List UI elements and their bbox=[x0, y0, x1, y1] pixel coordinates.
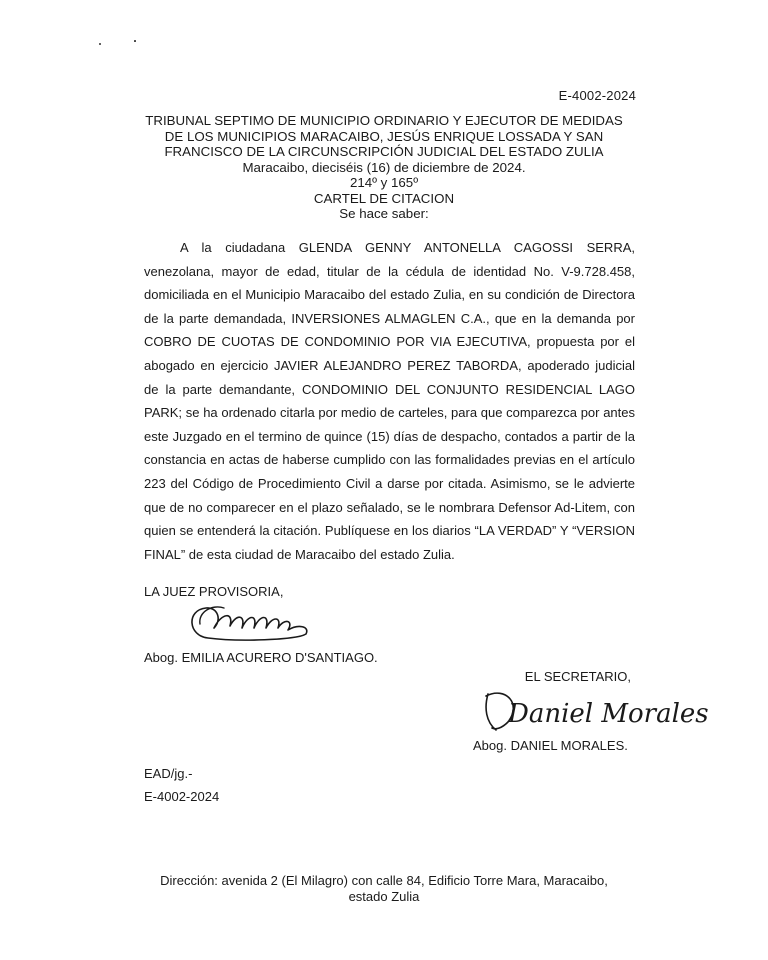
citation-body: A la ciudadana GLENDA GENNY ANTONELLA CAGOSSI SERRA, venezolana, mayor de edad, titular de la cédula de identidad No. V-9.728.458, domiciliada en el Municipio Maracaibo del estado Zulia, en su condición de Directora de la parte demandada, INVERSIONES ALMAGLEN C.A., que en la demanda por COBRO DE CUOTAS DE CONDOMINIO POR VIA EJECUTIVA, propuesta por el abogado en ejercicio JAVIER ALEJANDRO PEREZ TABORDA, apoderado judicial de la parte demandante, CONDOMINIO DEL CONJUNTO RESIDENCIAL LAGO PARK; se ha ordenado citarla por medio de carteles, para que comparezca por antes este Juzgado en el termino de quince (15) días de despacho, contados a partir de la constancia en actas de haberse cumplido con las formalidades previas en el artículo 223 del Código de Procedimiento Civil a darse por citada. Asimismo, se le advierte que de no comparecer en el plazo señalado, se le nombrara Defensor Ad-Litem, con quien se entenderá la citación. Publíquese en los diarios “LA VERDAD” Y “VERSION FINAL” de esta ciudad de Maracaibo del estado Zulia. bbox=[144, 240, 635, 562]
court-name-line-1: TRIBUNAL SEPTIMO DE MUNICIPIO ORDINARIO Y EJECUTOR DE MEDIDAS bbox=[145, 113, 623, 128]
address-line-2: estado Zulia bbox=[348, 889, 420, 904]
judge-signature-icon bbox=[178, 598, 328, 648]
case-number: E-4002-2024 bbox=[558, 88, 636, 103]
secretary-signature-icon bbox=[472, 684, 709, 736]
judge-title: LA JUEZ PROVISORIA, bbox=[144, 584, 284, 599]
notice-intro: Se hace saber: bbox=[339, 206, 429, 221]
footer-case-number: E-4002-2024 bbox=[144, 789, 220, 804]
judge-name: Abog. EMILIA ACURERO D'SANTIAGO. bbox=[144, 650, 378, 665]
secretary-title: EL SECRETARIO, bbox=[524, 669, 631, 684]
document-title: CARTEL DE CITACION bbox=[313, 190, 455, 206]
document-date: Maracaibo, dieciséis (16) de diciembre de 2024. bbox=[242, 159, 526, 175]
secretary-signature-text: Daniel Morales bbox=[508, 699, 709, 729]
address-line-1: Dirección: avenida 2 (El Milagro) con calle 84, Edificio Torre Mara, Maracaibo, bbox=[160, 873, 608, 888]
court-name-line-2: DE LOS MUNICIPIOS MARACAIBO, JESÚS ENRIQUE LOSSADA Y SAN bbox=[164, 128, 604, 144]
court-address bbox=[100, 873, 668, 905]
document-header bbox=[100, 113, 668, 222]
typist-initials: EAD/jg.- bbox=[144, 766, 193, 781]
secretary-name: Abog. DANIEL MORALES. bbox=[473, 738, 628, 753]
court-name-line-3: FRANCISCO DE LA CIRCUNSCRIPCIÓN JUDICIAL DEL ESTADO ZULIA bbox=[164, 144, 604, 159]
years-line: 214º y 165º bbox=[349, 175, 419, 190]
scan-speck bbox=[134, 40, 136, 42]
scan-speck bbox=[99, 43, 101, 45]
